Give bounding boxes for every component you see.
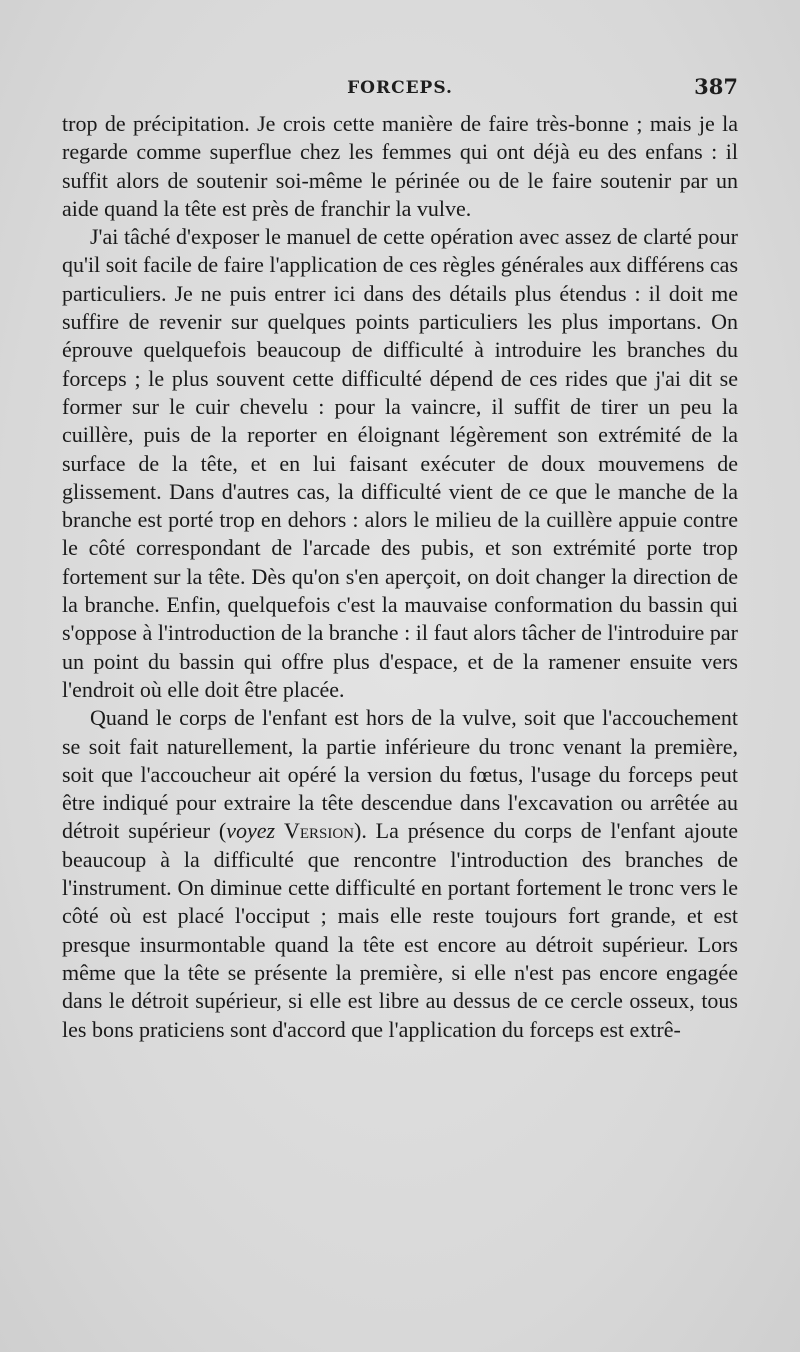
paragraph-1: trop de précipitation. Je crois cette manière de faire très-bonne ; mais je la regarde comme superflue chez les femmes qui ont déjà eu des enfans : il suffit alors de soutenir soi-même le périnée ou de le faire soutenir par un aide quand la tête est près de franchir la vulve. [62, 111, 738, 221]
cross-reference-version: Version [283, 818, 355, 844]
paragraph-3 [62, 704, 738, 1044]
body-text [62, 110, 738, 1044]
page-header [62, 74, 738, 104]
paragraph-3-text-before: Quand le corps de l'enfant est hors de la vulve, soit que l'accouchement se soit fait naturellement, la partie inférieure du tronc venant la première, soit que l'accoucheur ait opéré la version du fœtus, l'usage du forceps peut être indiqué pour extraire la tête descendue dans l'excavation ou arrêtée au détroit supérieur ( [62, 705, 738, 844]
cross-reference-space [275, 818, 284, 843]
page-number: 387 [694, 74, 738, 99]
paragraph-2: J'ai tâché d'exposer le manuel de cette opération avec assez de clarté pour qu'il soit facile de faire l'application de ces règles générales aux différens cas particuliers. Je ne puis entrer ici dans des détails plus étendus : il doit me suffire de revenir sur quelques points particuliers les plus importans. On éprouve quelquefois beaucoup de difficulté à introduire les branches du forceps ; le plus souvent cette difficulté dépend de ces rides que j'ai dit se former sur le cuir chevelu : pour la vaincre, il suffit de tirer un peu la cuillère, puis de la reporter en éloignant légèrement son extrémité de la surface de la tête, et en lui faisant exécuter de doux mouvemens de glissement. Dans d'autres cas, la difficulté vient de ce que le manche de la branche est porté trop en dehors : alors le milieu de la cuillère appuie contre le côté correspondant de l'arcade des pubis, et son extrémité porte trop fortement sur la tête. Dès qu'on s'en aperçoit, on doit changer la direction de la branche. Enfin, quelquefois c'est la mauvaise conformation du bassin qui s'oppose à l'introduction de la branche : il faut alors tâcher de l'introduire par un point du bassin qui offre plus d'espace, et de la ramener ensuite vers l'endroit où elle doit être placée. [62, 224, 738, 702]
cross-reference-voyez: voyez [226, 818, 276, 844]
running-head: FORCEPS. [347, 78, 453, 98]
paragraph-3-text-after: ). La présence du corps de l'enfant ajoute beaucoup à la difficulté que rencontre l'introduction des branches de l'instrument. On diminue cette difficulté en portant fortement le tronc vers le côté où est placé l'occiput ; mais elle reste toujours fort grande, et est presque insurmontable quand la tête est encore au détroit supérieur. Lors même que la tête se présente la première, si elle n'est pas encore engagée dans le détroit supérieur, si elle est libre au dessus de ce cercle osseux, tous les bons praticiens sont d'accord que l'application du forceps est extrê- [62, 818, 738, 1042]
